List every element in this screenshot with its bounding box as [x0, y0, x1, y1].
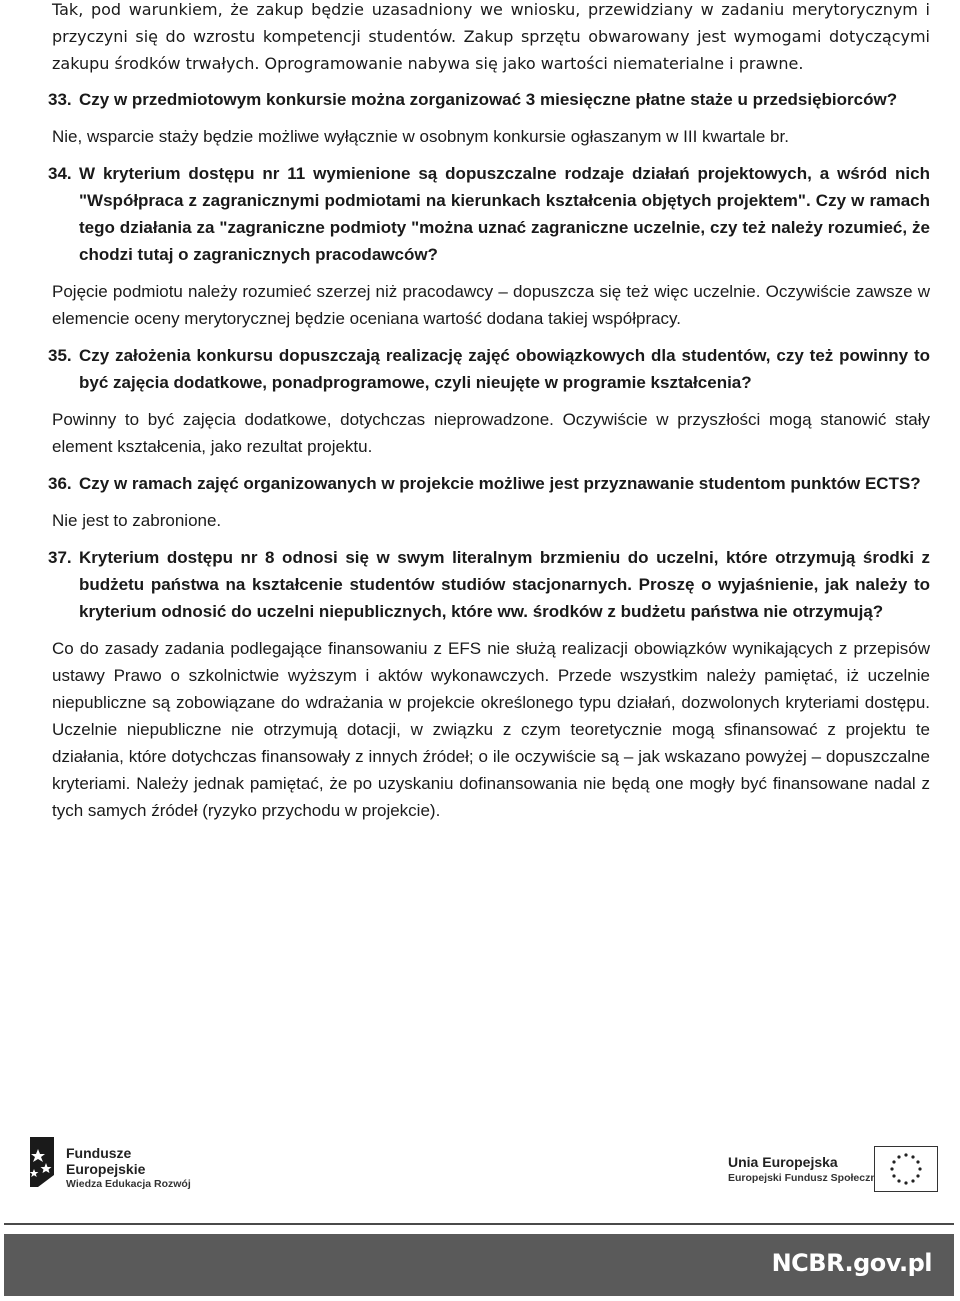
question-number: 36.	[48, 474, 72, 493]
question-33	[48, 86, 930, 113]
question-text: Czy w przedmiotowym konkursie można zorganizować 3 miesięczne płatne staże u przedsiębiorców?	[79, 90, 898, 109]
question-number: 33.	[48, 90, 72, 109]
fe-line3: Wiedza Edukacja Rozwój	[66, 1178, 191, 1190]
answer-37: Co do zasady zadania podlegające finansowaniu z EFS nie służą realizacji obowiązków wynikających z przepisów ustawy Prawo o szkolnictwie wyższym i aktów wykonawczych. Przede wszystkim należy pamiętać, iż uczelnie niepubliczne są zobowiązane do wdrażania w projekcie określonego typu działań, dozwolonych kryteriami dostępu. Uczelnie niepubliczne nie otrzymują dotacji, w związku z czym teoretycznie mogą sfinansować z projektu te działania, które dotychczas finansowały z innych źródeł; o ile oczywiście są – jak wskazano powyżej – dopuszczalne kryteriami. Należy jednak pamiętać, że po uzyskaniu dofinansowania nie będą one mogły być finansowane nadal z tych samych źródeł (ryzyko przychodu w projekcie).	[52, 639, 930, 820]
question-number: 35.	[48, 346, 72, 365]
intro-paragraph: Tak, pod warunkiem, że zakup będzie uzasadniony we wniosku, przewidziany w zadaniu merytorycznym i przyczyni się do wzrostu kompetencji studentów. Zakup sprzętu obwarowany jest wymogami dotyczącymi zakupu środków trwałych. Oprogramowanie nabywa się jako wartości niematerialne i prawne.	[52, 0, 930, 73]
question-text: Kryterium dostępu nr 8 odnosi się w swym literalnym brzmieniu do uczelni, które otrzymują środki z budżetu państwa na kształcenie studentów studiów stacjonarnych. Proszę o wyjaśnienie, jak należy to kryterium odnosić do uczelni niepublicznych, które ww. środków z budżetu państwa nie otrzymują?	[79, 548, 930, 621]
ue-line2: Europejski Fundusz Społeczny	[728, 1172, 883, 1184]
answer-33: Nie, wsparcie staży będzie możliwe wyłącznie w osobnym konkursie ogłaszanym w III kwartale br.	[52, 127, 789, 146]
fe-text	[66, 1145, 191, 1192]
question-36	[48, 470, 930, 497]
fundusze-europejskie-logo	[24, 1135, 194, 1195]
eu-flag-icon	[874, 1146, 938, 1192]
answer-34: Pojęcie podmiotu należy rozumieć szerzej niż pracodawcy – dopuszcza się też więc uczelnie. Oczywiście zawsze w elemencie oceny merytorycznej będzie oceniana wartość dodana takiej współpracy.	[52, 282, 930, 328]
footer-divider	[4, 1223, 954, 1225]
question-34	[48, 160, 930, 268]
question-number: 34.	[48, 164, 72, 183]
ue-text	[728, 1154, 883, 1186]
fe-line2: Europejskie	[66, 1161, 146, 1177]
fe-flag-icon	[24, 1135, 58, 1191]
fe-line1: Fundusze	[66, 1145, 132, 1161]
ue-line1: Unia Europejska	[728, 1154, 838, 1170]
document-body	[48, 0, 930, 824]
page-footer	[0, 1130, 960, 1301]
answer-35: Powinny to być zajęcia dodatkowe, dotychczas nieprowadzone. Oczywiście w przyszłości mogą stanowić stały element kształcenia, jako rezultat projektu.	[52, 410, 930, 456]
unia-europejska-logo	[728, 1148, 938, 1194]
site-name: NCBR.gov.pl	[771, 1249, 932, 1277]
question-37	[48, 544, 930, 625]
question-text: Czy założenia konkursu dopuszczają realizację zajęć obowiązkowych dla studentów, czy też powinny to być zajęcia dodatkowe, ponadprogramowe, czyli nieujęte w programie kształcenia?	[79, 346, 930, 392]
footer-bar	[4, 1234, 954, 1296]
question-text: W kryterium dostępu nr 11 wymienione są dopuszczalne rodzaje działań projektowych, a wśród nich "Współpraca z zagranicznymi podmiotami na kierunkach kształcenia objętych projektem". Czy w ramach tego działania za "zagraniczne podmioty "można uznać zagraniczne uczelnie, czy też należy rozumieć, że chodzi tutaj o zagranicznych pracodawców?	[79, 164, 930, 264]
answer-36: Nie jest to zabronione.	[52, 511, 222, 530]
question-number: 37.	[48, 548, 72, 567]
question-35	[48, 342, 930, 396]
question-text: Czy w ramach zajęć organizowanych w projekcie możliwe jest przyznawanie studentom punktów ECTS?	[79, 474, 921, 493]
